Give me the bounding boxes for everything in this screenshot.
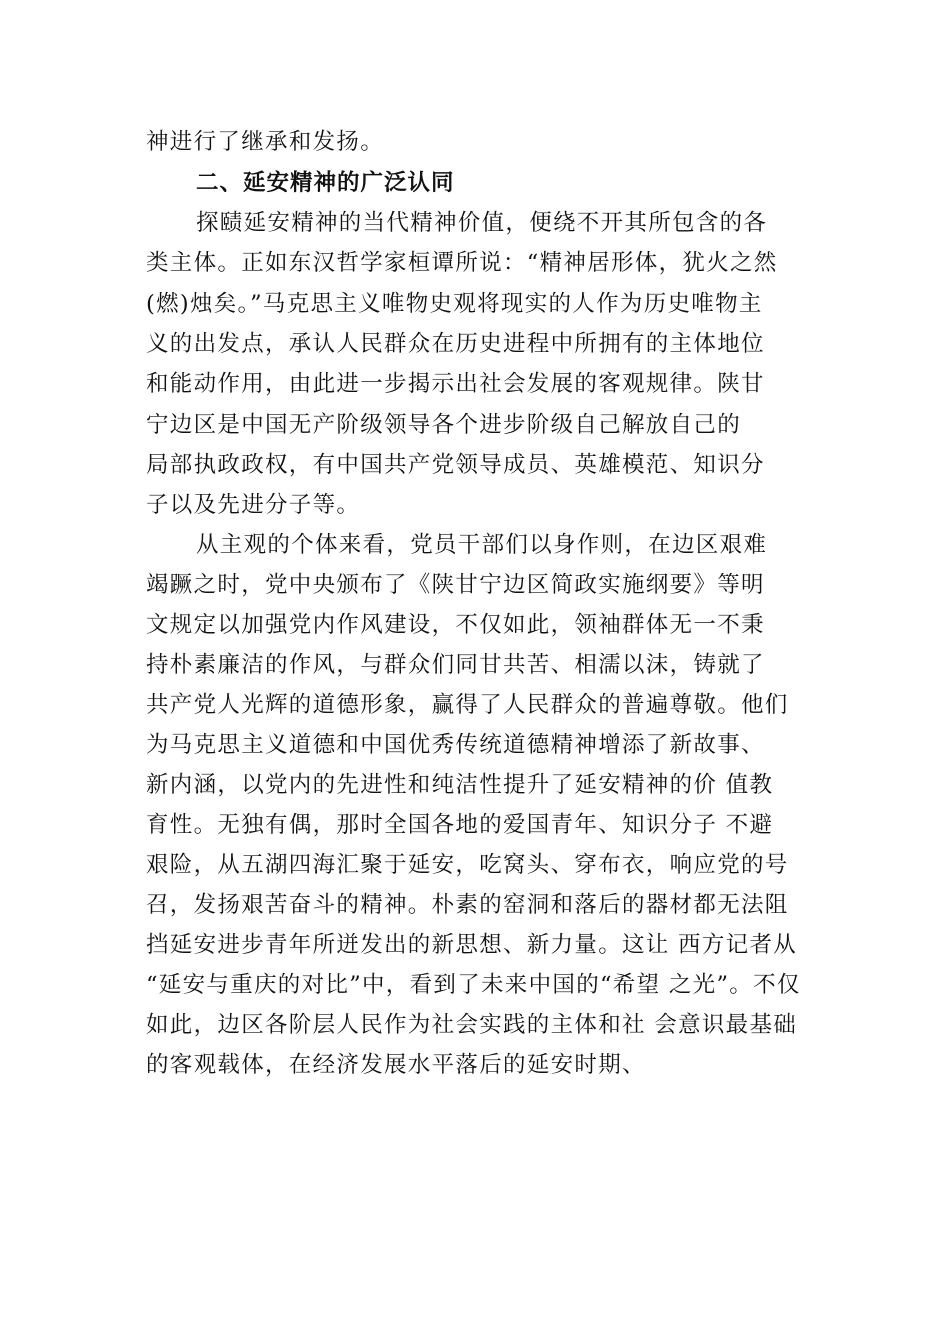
paragraph-line: 探赜延安精神的当代精神价值，便绕不开其所包含的各 — [196, 210, 768, 236]
paragraph-line: 从主观的个体来看，党员干部们以身作则，在边区艰难 — [196, 532, 768, 558]
paragraph-line: 持朴素廉洁的作风，与群众们同甘共苦、相濡以沫，铸就了 — [146, 652, 765, 678]
paragraph-line: 为马克思主义道德和中国优秀传统道德精神增添了新故事、 — [146, 732, 765, 758]
paragraph-line: 育性。无独有偶，那时全国各地的爱国青年、知识分子 不避 — [146, 812, 774, 838]
paragraph-line: 艰险，从五湖四海汇聚于延安，吃窝头、穿布衣，响应党的号 — [146, 852, 789, 878]
paragraph-line: (燃)烛矣。”马克思主义唯物史观将现实的人作为历史唯物主 — [146, 291, 763, 317]
paragraph-line: 和能动作用，由此进一步揭示出社会发展的客观规律。陕甘 — [146, 371, 765, 397]
paragraph-line: 召，发扬艰苦奋斗的精神。朴素的窑洞和落后的器材都无法阻 — [146, 892, 789, 918]
paragraph-line: 新内涵，以党内的先进性和纯洁性提升了延安精神的价 值教 — [146, 772, 774, 798]
paragraph-line: 类主体。正如东汉哲学家桓谭所说：“精神居形体，犹火之然 — [146, 250, 778, 276]
paragraph-line: 的客观载体，在经济发展水平落后的延安时期、 — [146, 1052, 646, 1078]
section-heading: 二、延安精神的广泛认同 — [196, 170, 455, 196]
paragraph-line: 如此，边区各阶层人民作为社会实践的主体和社 会意识最基础 — [146, 1012, 798, 1038]
paragraph-line: “延安与重庆的对比”中，看到了未来中国的“希望 之光”。不仅 — [146, 972, 801, 998]
continuation-line: 神进行了继承和发扬。 — [146, 129, 385, 155]
paragraph-line: 挡延安进步青年所迸发出的新思想、新力量。这让 西方记者从 — [146, 932, 798, 958]
paragraph-line: 共产党人光辉的道德形象，赢得了人民群众的普遍尊敬。他们 — [146, 692, 789, 718]
paragraph-line: 竭蹶之时，党中央颁布了《陕甘宁边区简政实施纲要》等明 — [146, 572, 765, 598]
paragraph-line: 宁边区是中国无产阶级领导各个进步阶级自己解放自己的 — [146, 412, 742, 438]
paragraph-line: 局部执政政权，有中国共产党领导成员、英雄模范、知识分 — [146, 452, 765, 478]
paragraph-line: 文规定以加强党内作风建设，不仅如此，领袖群体无一不秉 — [146, 612, 765, 638]
paragraph-line: 子以及先进分子等。 — [146, 492, 361, 518]
paragraph-line: 义的出发点，承认人民群众在历史进程中所拥有的主体地位 — [146, 331, 765, 357]
